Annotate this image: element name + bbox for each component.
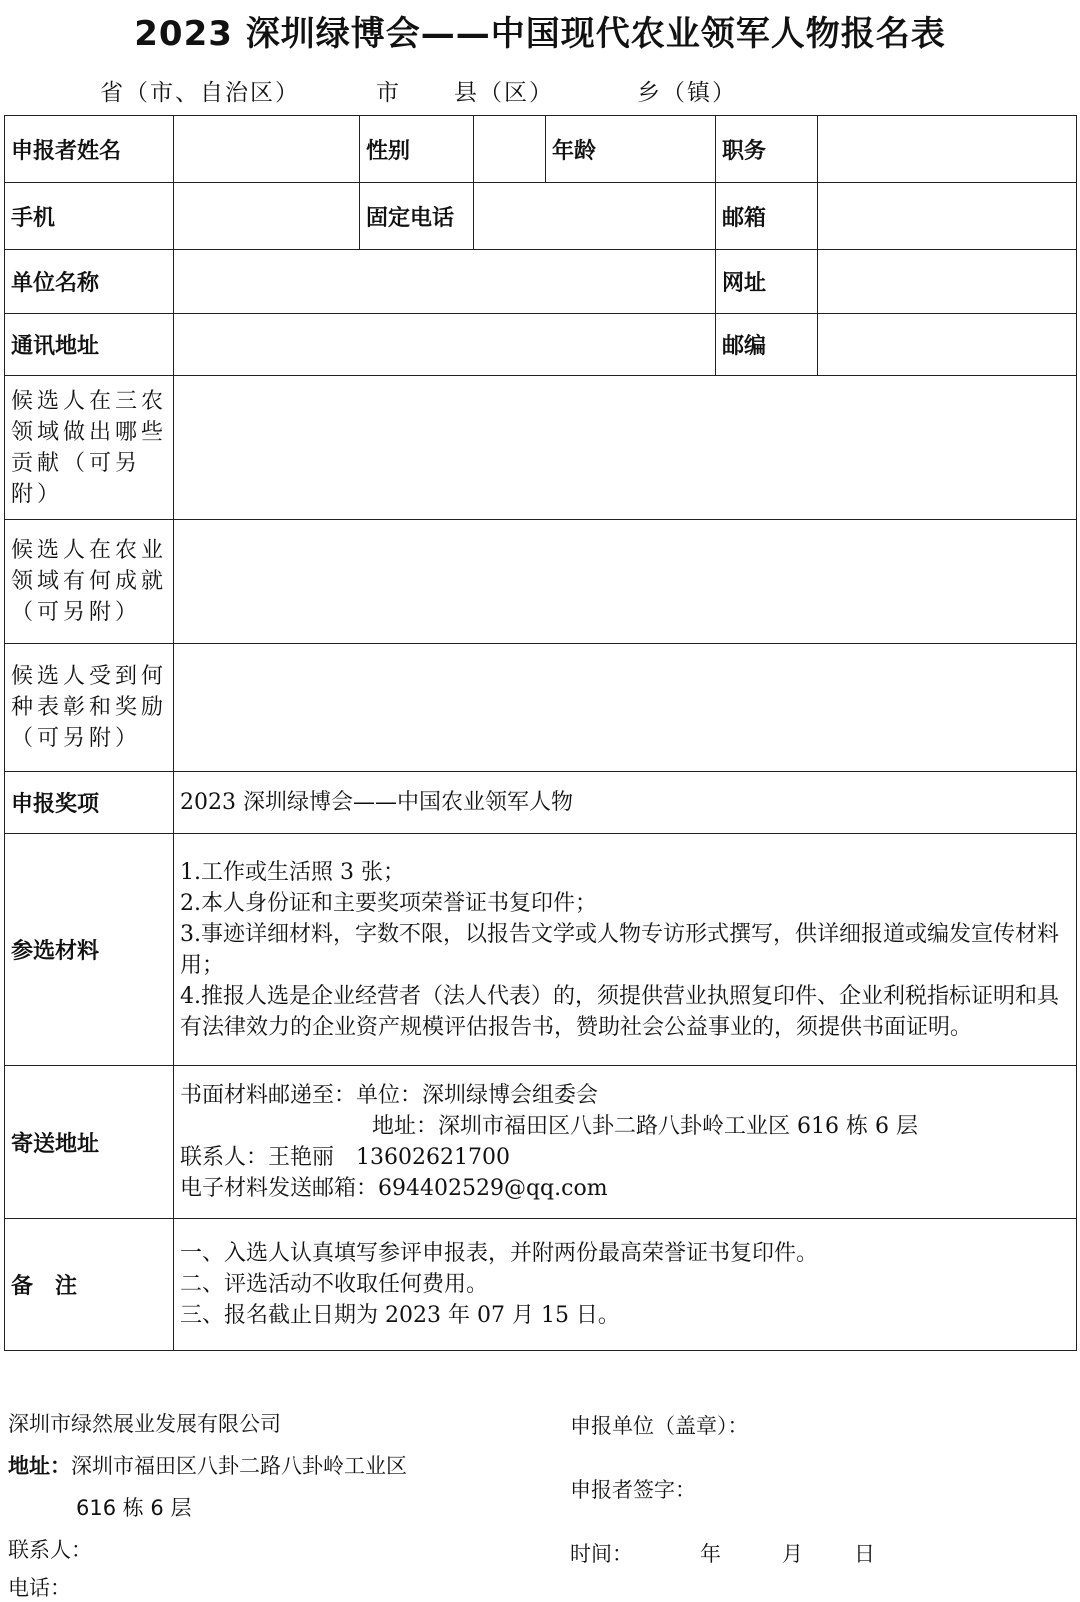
notes-item: 二、评选活动不收取任何费用。 (180, 1272, 489, 1297)
footer-company: 深圳市绿然展业发展有限公司 (8, 1412, 281, 1436)
table-row (5, 520, 1077, 644)
email-label: 邮箱 (716, 183, 818, 250)
mailing-info (174, 1066, 1077, 1219)
notes-list (174, 1219, 1077, 1351)
materials-item: 3.事迹详细材料，字数不限，以报告文学或人物专访形式撰写，供详细报道或编发宣传材料用； (180, 921, 1059, 978)
table-row (5, 834, 1077, 1066)
table-row (5, 376, 1077, 520)
table-row (5, 644, 1077, 772)
materials-item: 4.推报人选是企业经营者（法人代表）的，须提供营业执照复印件、企业利税指标证明和具有法律效力的企业资产规模评估报告书，赞助社会公益事业的，须提供书面证明。 (180, 983, 1059, 1040)
region-city: 市 (376, 80, 401, 106)
materials-item: 2.本人身份证和主要奖项荣誉证书复印件； (180, 890, 597, 916)
name-label: 申报者姓名 (5, 116, 174, 183)
mailing-email[interactable]: 电子材料发送邮箱：694402529@qq.com (180, 1176, 608, 1201)
contribution-label: 候选人在三农领域做出哪些贡献（可另附） (5, 376, 174, 520)
table-row (5, 183, 1077, 250)
website-label: 网址 (716, 250, 818, 314)
region-province: 省（市、自治区） (100, 80, 300, 106)
seal-label: 申报单位（盖章）： (570, 1414, 749, 1438)
mobile-label: 手机 (5, 183, 174, 250)
materials-label: 参选材料 (5, 834, 174, 1066)
table-row (5, 116, 1077, 183)
region-town: 乡（镇） (637, 80, 737, 106)
footer-address-label: 地址： (8, 1454, 71, 1478)
mobile-field[interactable] (174, 183, 360, 250)
footer-address-line1: 深圳市福田区八卦二路八卦岭工业区 (71, 1454, 407, 1478)
time-year: 年 (700, 1542, 721, 1566)
footer-address-line2: 616 栋 6 层 (76, 1496, 192, 1520)
notes-item: 三、报名截止日期为 2023 年 07 月 15 日。 (180, 1303, 620, 1328)
address-label: 通讯地址 (5, 314, 174, 376)
age-label: 年龄 (546, 116, 716, 183)
award-label: 申报奖项 (5, 772, 174, 834)
materials-item: 1.工作或生活照 3 张； (180, 859, 405, 885)
postcode-field[interactable] (818, 314, 1077, 376)
mailing-contact: 联系人：王艳丽 13602621700 (180, 1145, 510, 1170)
gender-field[interactable] (474, 116, 546, 183)
postcode-label: 邮编 (716, 314, 818, 376)
address-field[interactable] (174, 314, 716, 376)
table-row (5, 1066, 1077, 1219)
landline-label: 固定电话 (360, 183, 474, 250)
company-label: 单位名称 (5, 250, 174, 314)
table-row (5, 1219, 1077, 1351)
website-field[interactable] (818, 250, 1077, 314)
materials-list (174, 834, 1077, 1066)
email-field[interactable] (818, 183, 1077, 250)
signature-label: 申报者签字： (570, 1478, 696, 1502)
gender-label: 性别 (360, 116, 474, 183)
notes-item: 一、入选人认真填写参评申报表，并附两份最高荣誉证书复印件。 (180, 1241, 819, 1266)
region-county: 县（区） (454, 80, 554, 106)
name-field[interactable] (174, 116, 360, 183)
mailing-unit: 书面材料邮递至：单位：深圳绿博会组委会 (180, 1083, 599, 1108)
table-row (5, 250, 1077, 314)
form-title: 2023 深圳绿博会——中国现代农业领军人物报名表 (134, 14, 946, 54)
notes-label: 备 注 (5, 1219, 174, 1351)
time-month: 月 (782, 1542, 803, 1566)
footer-contact-label: 联系人： (8, 1538, 92, 1562)
footer-phone-label: 电话： (8, 1576, 71, 1600)
contribution-field[interactable] (174, 376, 1077, 520)
table-row (5, 314, 1077, 376)
position-label: 职务 (716, 116, 818, 183)
landline-field[interactable] (474, 183, 716, 250)
mailing-label: 寄送地址 (5, 1066, 174, 1219)
company-field[interactable] (174, 250, 716, 314)
time-day: 日 (854, 1542, 875, 1566)
honor-label: 候选人受到何种表彰和奖励（可另附） (5, 644, 174, 772)
award-value: 2023 深圳绿博会——中国农业领军人物 (174, 772, 1077, 834)
registration-table (4, 115, 1077, 1351)
honor-field[interactable] (174, 644, 1077, 772)
achievement-label: 候选人在农业领域有何成就（可另附） (5, 520, 174, 644)
mailing-address: 地址：深圳市福田区八卦二路八卦岭工业区 616 栋 6 层 (372, 1114, 918, 1139)
table-row (5, 772, 1077, 834)
achievement-field[interactable] (174, 520, 1077, 644)
footer-address (8, 1450, 407, 1480)
position-field[interactable] (818, 116, 1077, 183)
time-label: 时间： (570, 1542, 633, 1566)
